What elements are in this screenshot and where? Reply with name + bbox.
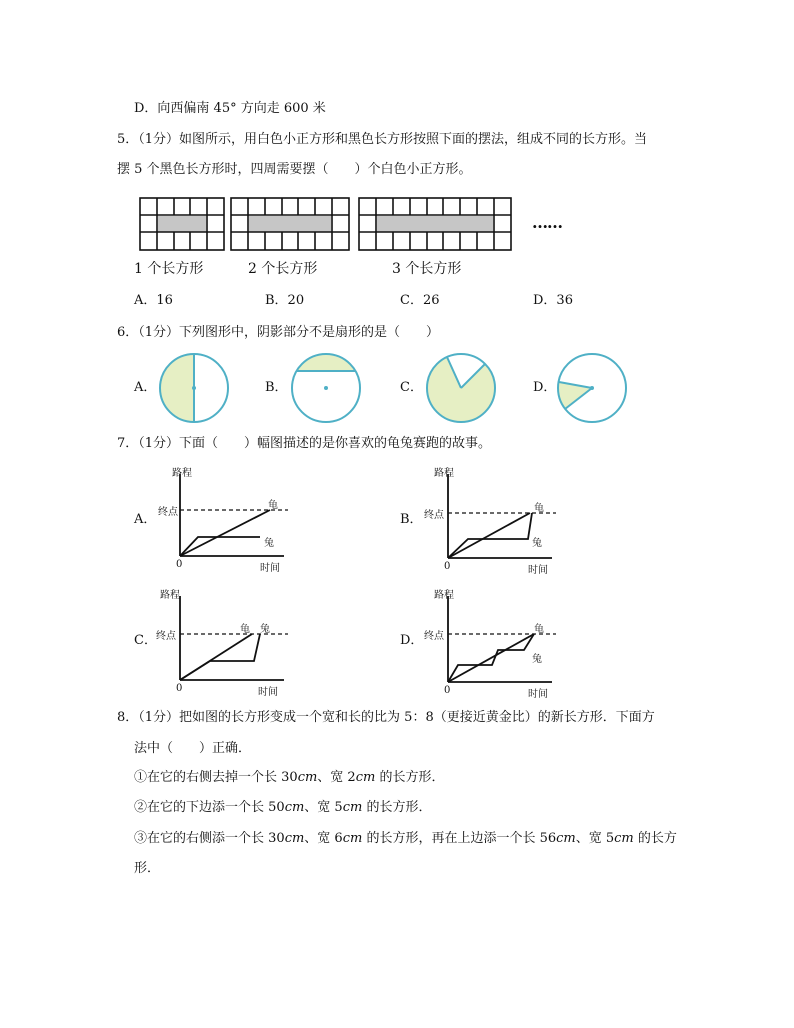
q7-graph-c xyxy=(152,584,292,696)
q7-a-turtle: 龟 xyxy=(268,500,278,511)
q6-letter-a: A． xyxy=(134,380,157,395)
q5-fig1 xyxy=(140,198,224,250)
q6-figure-c xyxy=(425,352,497,424)
q7-d-ylabel: 路程 xyxy=(434,590,454,601)
q7-b-xlabel: 时间 xyxy=(528,565,548,576)
q5-fig2 xyxy=(231,198,349,250)
q7-b-turtle: 龟 xyxy=(534,503,544,514)
q7-c-turtle: 龟 xyxy=(240,624,250,635)
q7-b-rabbit: 兔 xyxy=(532,538,542,549)
q6-figure-a xyxy=(158,352,230,424)
q7-a-origin: 0 xyxy=(176,559,183,570)
q5-option-a: A．16 xyxy=(134,293,173,308)
q7-b-ylabel: 路程 xyxy=(434,468,454,479)
q7-a-rabbit: 兔 xyxy=(264,538,274,549)
q4-option-d: D．向西偏南 45° 方向走 600 米 xyxy=(134,101,326,116)
q5-option-d: D．36 xyxy=(533,293,573,308)
q7-letter-b: B． xyxy=(400,512,423,527)
q6-letter-b: B． xyxy=(265,380,288,395)
q7-c-origin: 0 xyxy=(176,683,183,694)
q6-figure-b xyxy=(290,352,362,424)
q7-c-ylabel: 路程 xyxy=(160,590,180,601)
q5-fig3 xyxy=(359,198,511,250)
q7-d-xlabel: 时间 xyxy=(528,689,548,700)
q7-b-endlabel: 终点 xyxy=(424,510,444,521)
q5-stem-line1: 5．（1分）如图所示，用白色小正方形和黑色长方形按照下面的摆法，组成不同的长方形。当 xyxy=(117,132,648,147)
q5-ellipsis: …… xyxy=(532,213,562,232)
q5-caption-2: 2 个长方形 xyxy=(248,261,318,277)
q7-d-origin: 0 xyxy=(444,685,451,696)
q7-a-ylabel: 路程 xyxy=(172,468,192,479)
q7-d-turtle: 龟 xyxy=(534,624,544,635)
q8-stem-line1: 8．（1分）把如图的长方形变成一个宽和长的比为 5：8（更接近黄金比）的新长方形．下面方 xyxy=(117,710,655,725)
q5-caption-3: 3 个长方形 xyxy=(392,261,462,277)
q5-caption-1: 1 个长方形 xyxy=(134,261,204,277)
q8-stem-line2: 法中（ ）正确． xyxy=(134,741,252,756)
q7-a-endlabel: 终点 xyxy=(158,507,178,518)
q6-figure-d xyxy=(556,352,628,424)
q7-d-endlabel: 终点 xyxy=(424,631,444,642)
q8-item-3: ③在它的右侧添一个长 30cm、宽 6cm 的长方形，再在上边添一个长 56cm、宽 5cm 的长方 xyxy=(134,831,677,846)
q7-c-xlabel: 时间 xyxy=(258,687,278,698)
q7-c-rabbit: 兔 xyxy=(260,624,270,635)
q5-stem-line2: 摆 5 个黑色长方形时，四周需要摆（ ）个白色小正方形。 xyxy=(117,162,472,177)
q6-stem: 6．（1分）下列图形中，阴影部分不是扇形的是（ ） xyxy=(117,325,440,340)
q6-letter-c: C． xyxy=(400,380,423,395)
q7-c-endlabel: 终点 xyxy=(156,631,176,642)
q7-d-rabbit: 兔 xyxy=(532,654,542,665)
q8-item-2: ②在它的下边添一个长 50cm、宽 5cm 的长方形． xyxy=(134,800,432,815)
q7-stem: 7．（1分）下面（ ）幅图描述的是你喜欢的龟兔赛跑的故事。 xyxy=(117,436,492,451)
q5-option-b: B．20 xyxy=(265,293,305,308)
q5-option-c: C．26 xyxy=(400,293,440,308)
q7-letter-d: D． xyxy=(400,633,424,648)
q7-a-xlabel: 时间 xyxy=(260,563,280,574)
q7-graph-b xyxy=(420,462,560,576)
q7-letter-c: C． xyxy=(134,633,157,648)
q8-item-3-cont: 形． xyxy=(134,861,161,876)
q7-graph-a xyxy=(152,462,292,574)
q8-item-1: ①在它的右侧去掉一个长 30cm、宽 2cm 的长方形． xyxy=(134,770,445,785)
q6-letter-d: D． xyxy=(533,380,557,395)
q7-b-origin: 0 xyxy=(444,561,451,572)
q7-letter-a: A． xyxy=(134,512,157,527)
q7-graph-d xyxy=(420,584,560,698)
